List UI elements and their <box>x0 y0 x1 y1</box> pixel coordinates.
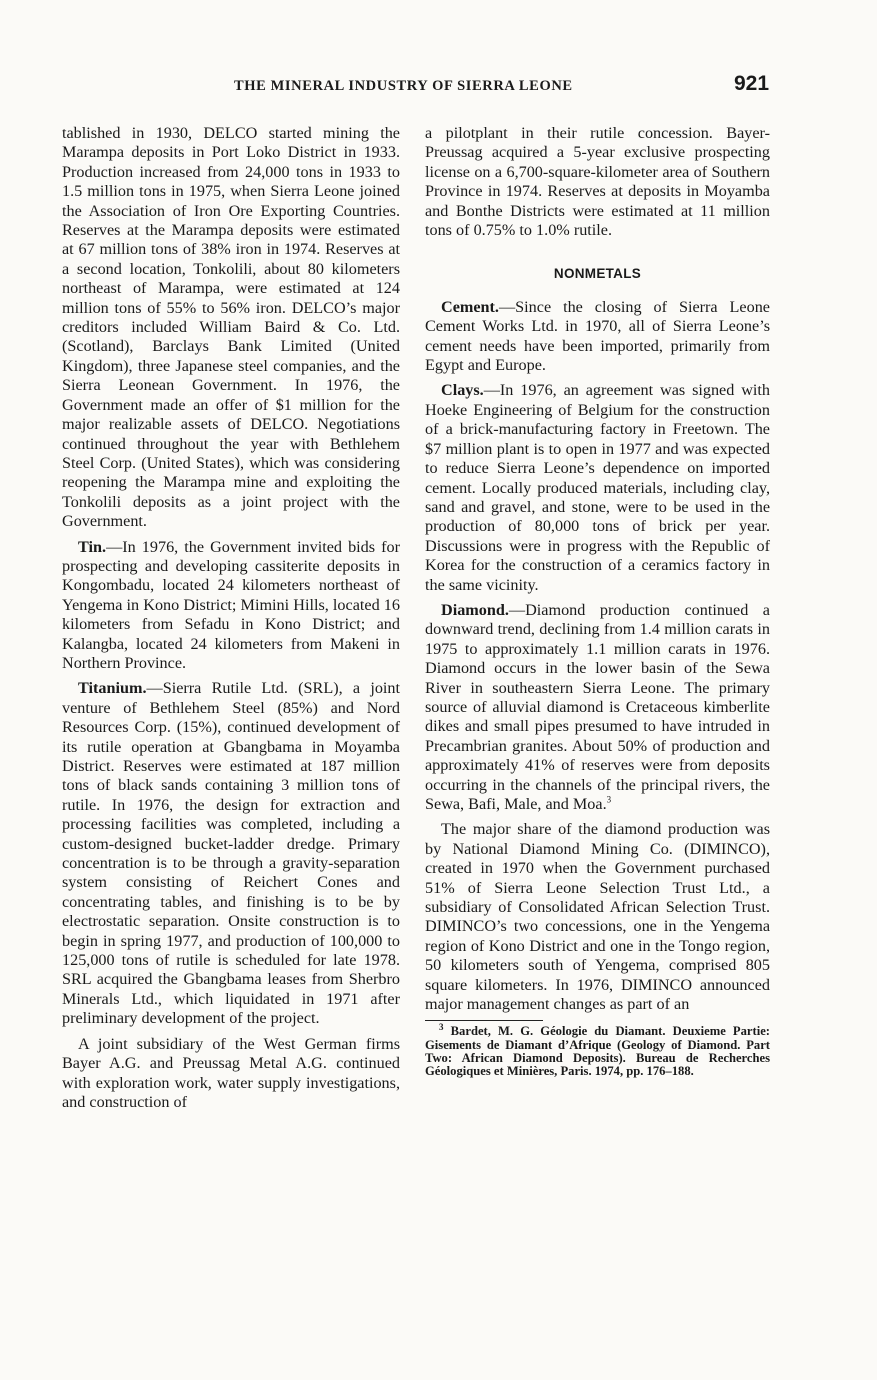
footnote-reference: 3 <box>606 794 612 805</box>
paragraph-diamond <box>425 601 770 814</box>
footnote-text: Bardet, M. G. Géologie du Diamant. Deuxieme Partie: Gisements de Diamant d’Afrique (Geology of Diamond. Part Two: African Diamond Deposits). Bureau de Recherches Géologiques et Minières, Paris. 1974, pp. 176–188. <box>425 1024 770 1079</box>
run-in-heading-diamond: Diamond. <box>441 600 509 619</box>
right-column <box>425 124 770 1078</box>
paragraph-titanium-text: —Sierra Rutile Ltd. (SRL), a joint venture of Bethlehem Steel (85%) and Nord Resources Corp. (15%), continued development of its rutile operation at Gbangbama in Moyamba District. Reserves were estimated at 187 million tons of black sands containing 3 million tons of rutile. In 1976, the design for extraction and processing facilities was completed, including a custom-designed bucket-ladder dredge. Primary concentration is to be through a gravity-separation system consisting of Reichert Cones and concentrating tables, and finishing is to be by electrostatic separation. Onsite construction is to begin in spring 1977, and production of 100,000 to 125,000 tons of rutile is scheduled for late 1978. SRL acquired the Gbangbama leases from Sherbro Minerals Ltd., which liquidated in 1971 after preliminary development of the project. <box>62 679 400 1028</box>
run-in-heading-clays: Clays. <box>441 381 484 400</box>
section-heading-nonmetals: NONMETALS <box>553 266 642 282</box>
paragraph-joint-subsidiary: A joint subsidiary of the West German firms Bayer A.G. and Preussag Metal A.G. continued with exploration work, water supply investigations, and construction of <box>62 1034 400 1111</box>
page-number: 921 <box>734 72 770 95</box>
paragraph-tin-text: —In 1976, the Government invited bids for prospecting and developing cassiterite deposits in Kongombadu, located 24 kilometers northeast of Yengema in Kono District; Mimini Hills, located 16 kilometers from Sefadu in Kono District; and Kalangba, located 24 kilometers from Makeni in Northern Province. <box>62 537 400 672</box>
run-in-heading-cement: Cement. <box>441 297 499 316</box>
paragraph-iron-continued: tablished in 1930, DELCO started mining the Marampa deposits in Port Loko District in 1933. Production increased from 24,000 tons in 1933 to 1.5 million tons in 1975, when Sierra Leone joined the Association of Iron Ore Exporting Countries. Reserves at the Marampa deposits were estimated at 67 million tons of 38% iron in 1974. Reserves at a second location, Tonkolili, about 80 kilometers northeast of Marampa, were estimated at 124 million tons of 55% to 56% iron. DELCO’s major creditors included William Baird & Co. Ltd. (Scotland), Barclays Bank Limited (United Kingdom), three Japanese steel companies, and the Sierra Leonean Government. In 1976, the Government made an offer of $1 million for the major realizable assets of DELCO. Negotiations continued throughout the year with Bethlehem Steel Corp. (United States), which was considering reopening the Marampa mine and exploiting the Tonkolili deposits as a joint project with the Government. <box>62 124 400 531</box>
run-in-heading-tin: Tin. <box>78 537 107 556</box>
run-in-heading-titanium: Titanium. <box>78 679 147 698</box>
left-column <box>62 124 400 1118</box>
paragraph-major-share: The major share of the diamond production was by National Diamond Mining Co. (DIMINCO), created in 1970 when the Government purchased 51% of Sierra Leone Selection Trust Ltd., a subsidiary of Consolidated African Selection Trust. DIMINCO’s two concessions, one in the Yengema region of Kono District and one in the Tongo region, 50 kilometers south of Yengema, comprised 805 square kilometers. In 1976, DIMINCO announced major management changes as part of an <box>425 820 770 1014</box>
footnote <box>425 1022 770 1079</box>
page-header <box>0 68 877 108</box>
paragraph-rutile-continued: a pilotplant in their rutile concession. Bayer-Preussag acquired a 5-year exclusive prospecting license on a 6,700-square-kilometer area of Southern Province in 1974. Reserves at deposits in Moyamba and Bonthe Districts were estimated at 11 million tons of 0.75% to 1.0% rutile. <box>425 124 770 240</box>
running-head: THE MINERAL INDUSTRY OF SIERRA LEONE <box>234 78 573 94</box>
paragraph-tin <box>62 538 400 674</box>
footnote-marker: 3 <box>439 1022 444 1033</box>
paragraph-cement-text: —Since the closing of Sierra Leone Cement Works Ltd. in 1970, all of Sierra Leone’s cement needs have been imported, primarily from Egypt and Europe. <box>425 297 770 375</box>
paragraph-titanium <box>62 679 400 1028</box>
paragraph-clays <box>425 381 770 594</box>
paragraph-diamond-text: —Diamond production continued a downward trend, declining from 1.4 million carats in 1975 to approximately 1.1 million carats in 1976. Diamond occurs in the lower basin of the Sewa River in southeastern Sierra Leone. The primary source of alluvial diamond is Cretaceous kimberlite dikes and small pipes presumed to have intruded in Precambrian granites. About 50% of production and approximately 41% of reserves were from deposits occurring in the channels of the principal rivers, the Sewa, Bafi, Male, and Moa. <box>425 600 770 813</box>
paragraph-cement <box>425 298 770 376</box>
paragraph-clays-text: —In 1976, an agreement was signed with Hoeke Engineering of Belgium for the construction of a brick-manufacturing factory in Freetown. The $7 million plant is to open in 1977 and was expected to reduce Sierra Leone’s dependence on imported cement. Locally produced materials, including clay, sand and gravel, and stone, were to be used in the production of 80,000 tons of brick per year. Discussions were in progress with the Republic of Korea for the construction of a ceramics factory in the same vicinity. <box>425 381 770 594</box>
